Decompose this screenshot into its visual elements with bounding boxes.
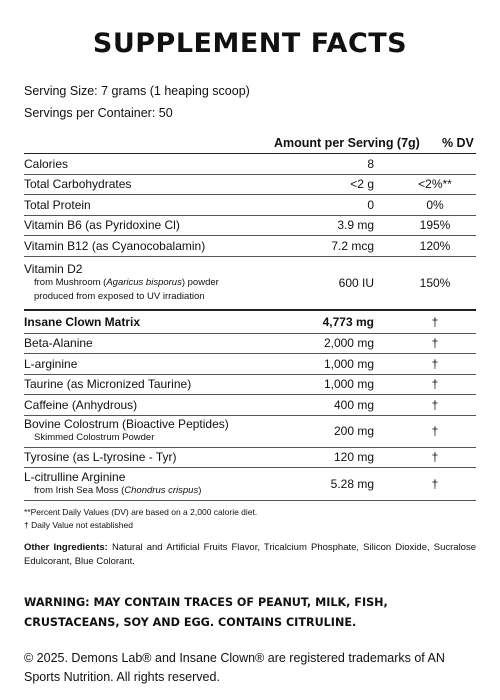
subtext-part: ) powder — [181, 276, 219, 288]
row-name: Caffeine (Anhydrous) — [24, 397, 138, 412]
facts-row-beta-alanine — [24, 334, 476, 355]
row-amount: 8 — [367, 156, 374, 171]
row-name: Vitamin B6 (as Pyridoxine Cl) — [24, 218, 180, 233]
row-amount: 0 — [367, 197, 374, 212]
row-dv: 120% — [419, 238, 451, 253]
footnotes — [24, 506, 476, 532]
header-amount: Amount per Serving (7g) — [274, 135, 420, 150]
facts-row-l-citrulline — [24, 468, 476, 501]
row-subtext — [24, 484, 274, 498]
other-ingredients — [24, 541, 476, 569]
row-name: Calories — [24, 156, 69, 171]
row-dv: † — [431, 477, 439, 491]
facts-row-carbohydrates — [24, 175, 476, 196]
footnote-dv: **Percent Daily Values (DV) are based on a 2,000 calorie diet. — [24, 507, 258, 517]
facts-header — [24, 132, 476, 154]
row-name: Total Protein — [24, 197, 91, 212]
row-name: Beta-Alanine — [24, 336, 93, 351]
other-ingredients-label: Other Ingredients: — [24, 542, 108, 553]
row-amount: 400 mg — [333, 397, 374, 412]
servings-per-container: Servings per Container: 50 — [24, 106, 173, 120]
row-dv: † — [431, 397, 439, 412]
subtext-part: from Irish Sea Moss ( — [34, 485, 125, 496]
serving-size: Serving Size: 7 grams (1 heaping scoop) — [24, 84, 250, 98]
row-amount: 1,000 mg — [323, 377, 374, 392]
row-name: L-arginine — [24, 356, 78, 371]
copyright-notice: © 2025. Demons Lab® and Insane Clown® are registered trademarks of AN Sports Nutrition. All rights reserved. — [24, 651, 445, 684]
facts-row-vitamin-b6 — [24, 216, 476, 237]
row-name-block — [24, 468, 274, 500]
row-dv: † — [431, 356, 439, 371]
row-name: Taurine (as Micronized Taurine) — [24, 377, 192, 392]
other-ingredients-text: Natural and Artificial Fruits Flavor, Tricalcium Phosphate, Silicon Dioxide, Sucralose Edulcorant, Blue Colorant. — [24, 542, 477, 567]
facts-row-vitamin-b12 — [24, 236, 476, 257]
page-title: SUPPLEMENT FACTS — [92, 28, 408, 59]
subtext-part: ) — [198, 485, 202, 496]
facts-table — [24, 132, 476, 501]
row-amount: 200 mg — [333, 424, 374, 438]
row-dv: 0% — [426, 197, 444, 212]
row-dv: † — [431, 336, 439, 351]
facts-row-tyrosine — [24, 448, 476, 469]
row-name: Insane Clown Matrix — [24, 314, 141, 329]
facts-row-l-arginine — [24, 354, 476, 375]
row-dv: <2%** — [418, 177, 452, 192]
facts-row-caffeine — [24, 395, 476, 416]
footnote-dagger: † Daily Value not established — [24, 520, 133, 530]
row-amount: 600 IU — [338, 275, 374, 290]
species-name: Chondrus crispus — [124, 485, 199, 496]
allergen-warning: WARNING: MAY CONTAIN TRACES OF PEANUT, MILK, FISH, CRUSTACEANS, SOY AND EGG. CONTAINS CITRULINE. — [24, 596, 388, 629]
row-dv: † — [431, 450, 439, 465]
facts-row-bovine-colostrum — [24, 416, 476, 448]
row-name: Total Carbohydrates — [24, 177, 132, 192]
row-subtext: produced from exposed to UV irradiation — [34, 290, 205, 302]
row-dv: † — [431, 314, 439, 329]
row-dv: 150% — [419, 275, 451, 290]
species-name: Agaricus bisporus — [106, 276, 182, 288]
header-dv: % DV — [441, 135, 474, 150]
subtext-part: from Mushroom ( — [34, 276, 107, 288]
row-dv: † — [431, 424, 439, 438]
row-name-block — [24, 415, 274, 447]
row-amount: 120 mg — [333, 450, 374, 465]
row-amount: 3.9 mg — [337, 218, 374, 233]
row-amount: 1,000 mg — [323, 356, 374, 371]
row-amount: 2,000 mg — [323, 336, 374, 351]
facts-row-matrix — [24, 311, 476, 334]
row-name: Bovine Colostrum (Bioactive Peptides) — [24, 417, 229, 431]
row-subtext: Skimmed Colostrum Powder — [34, 432, 155, 443]
row-dv: 195% — [419, 218, 451, 233]
facts-row-vitamin-d2 — [24, 257, 476, 311]
row-amount: 4,773 mg — [322, 314, 374, 329]
row-name: Vitamin B12 (as Cyanocobalamin) — [24, 238, 206, 253]
row-amount: 7.2 mcg — [331, 238, 374, 253]
facts-row-protein — [24, 195, 476, 216]
facts-row-calories — [24, 154, 476, 175]
row-subtext — [24, 276, 274, 290]
row-name-block — [24, 260, 274, 306]
row-name: Tyrosine (as L-tyrosine - Tyr) — [24, 450, 177, 465]
row-name: Vitamin D2 — [24, 261, 83, 276]
row-amount: <2 g — [350, 177, 374, 192]
row-amount: 5.28 mg — [330, 477, 374, 491]
row-dv: † — [431, 377, 439, 392]
row-name: L-citrulline Arginine — [24, 470, 126, 484]
facts-row-taurine — [24, 375, 476, 396]
serving-info — [24, 81, 476, 125]
